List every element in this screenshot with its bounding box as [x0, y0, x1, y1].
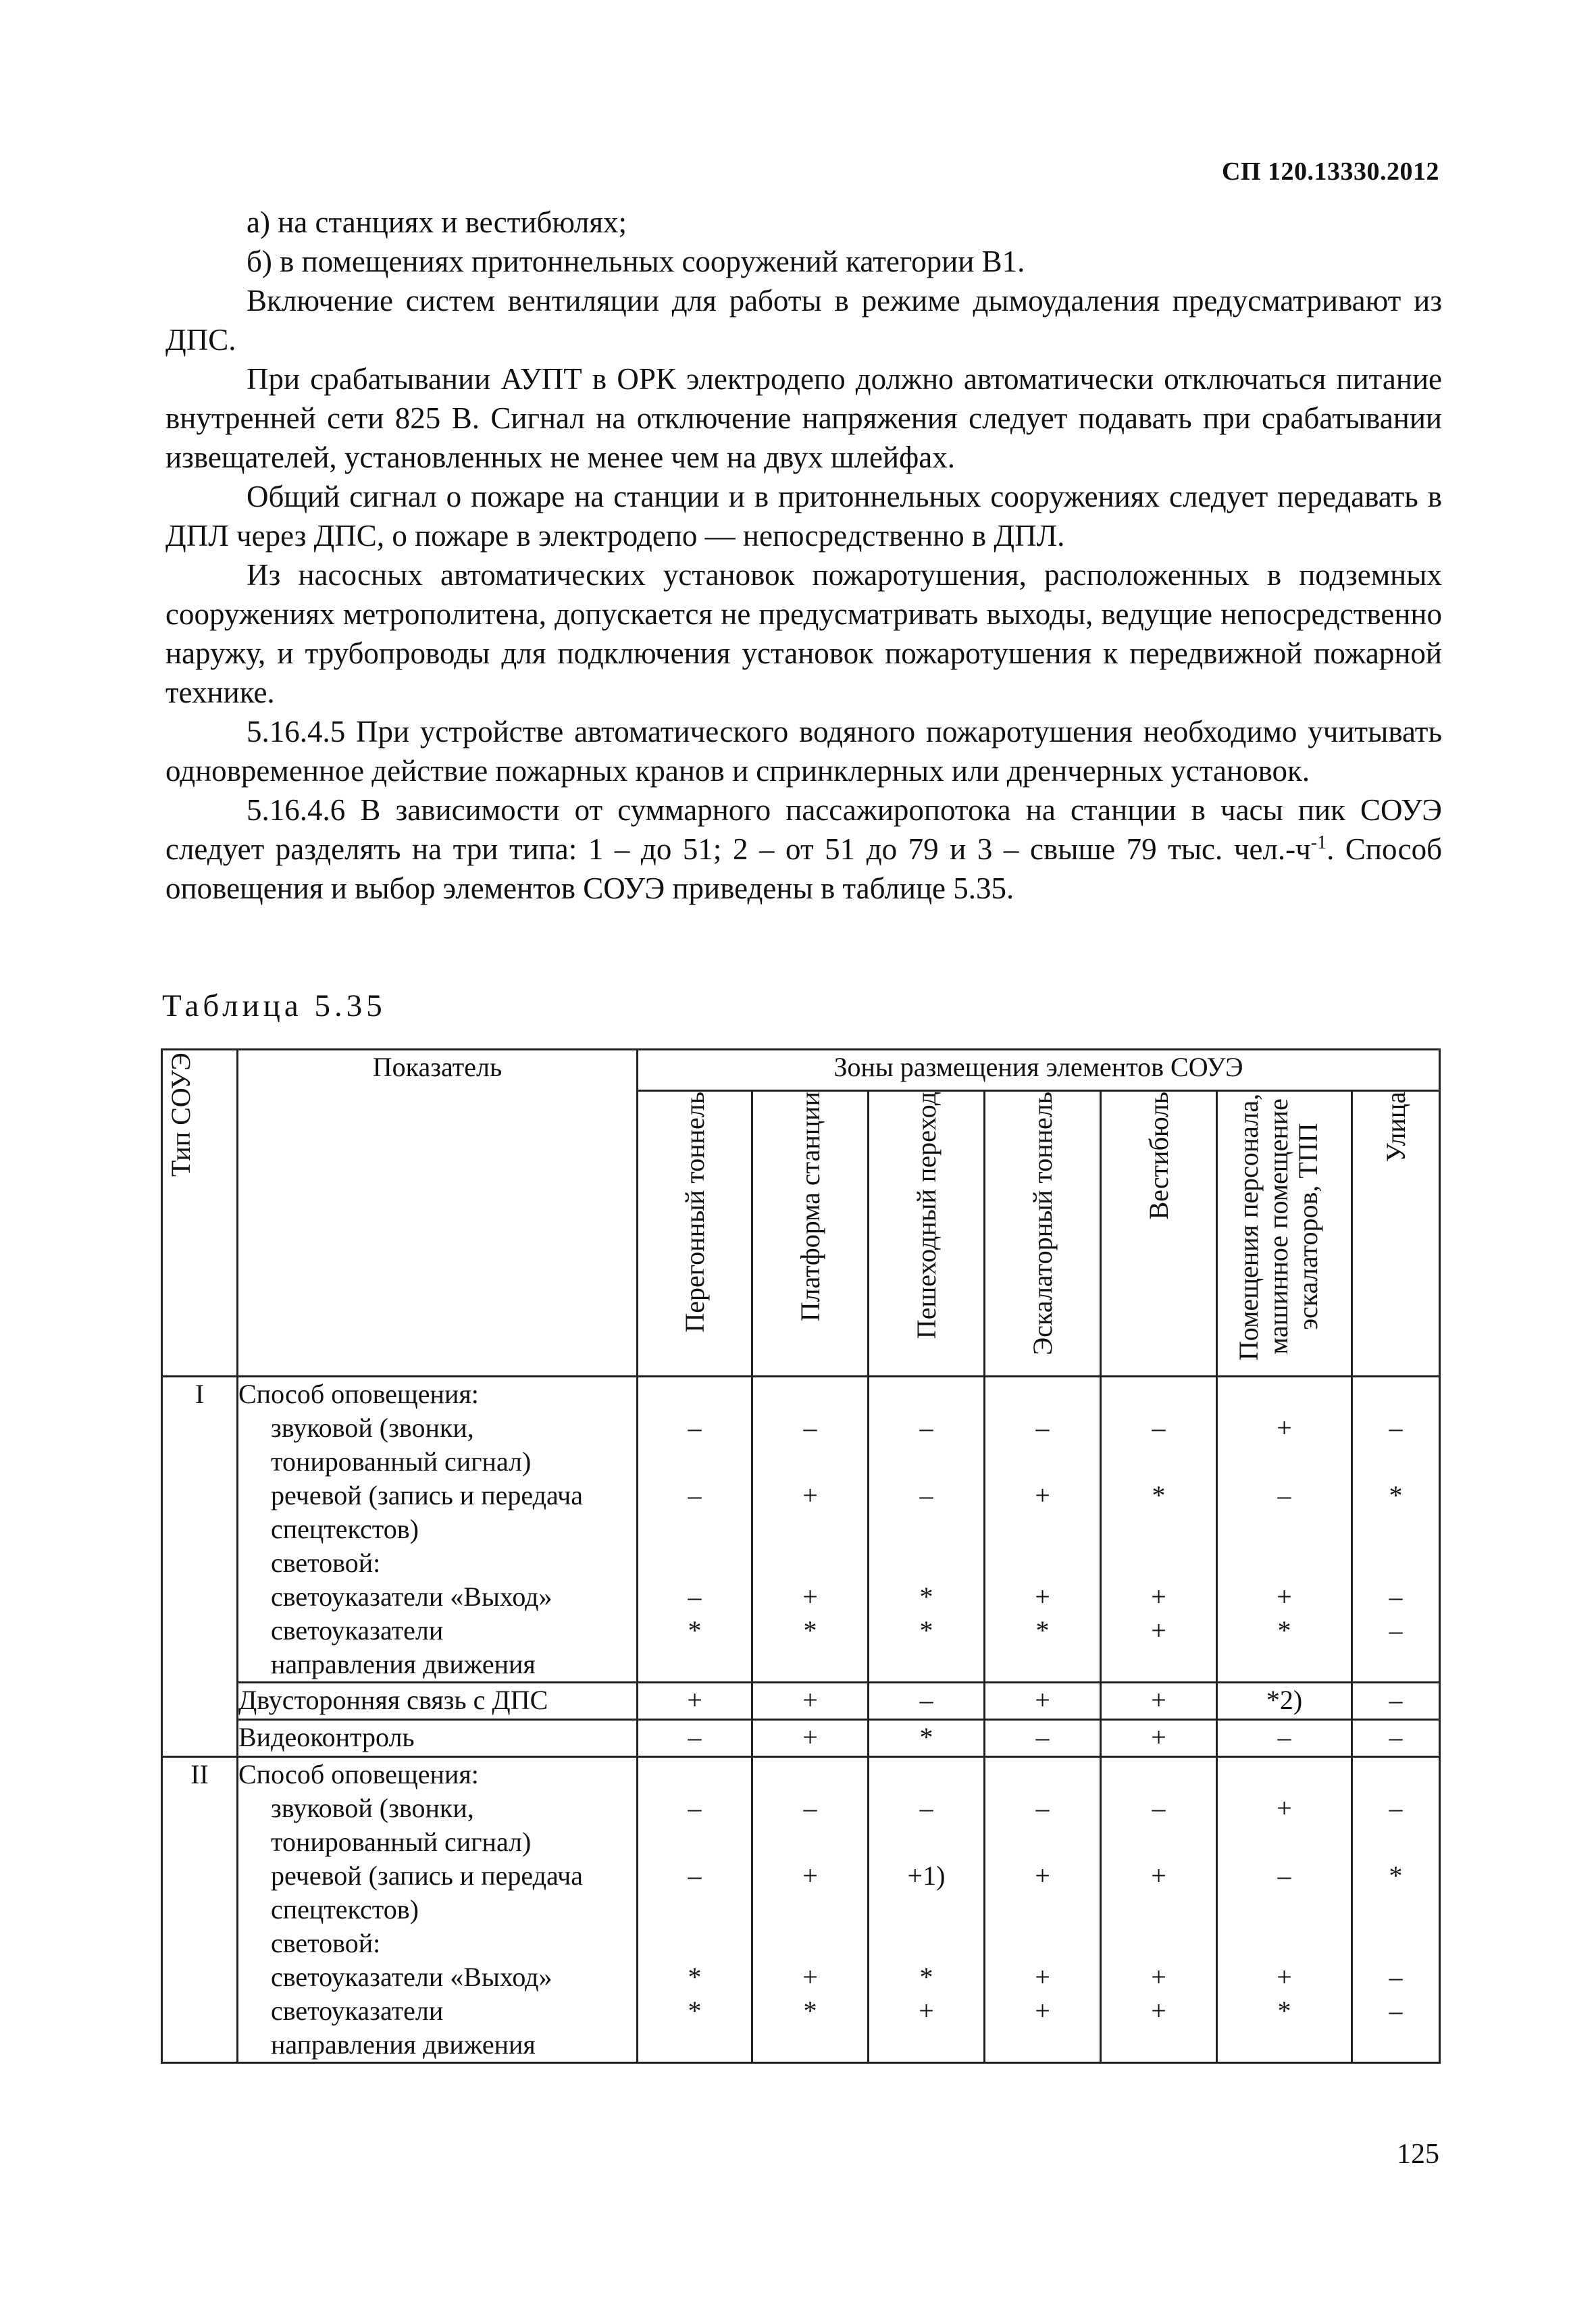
zone-value [985, 1445, 1100, 1479]
zone-value [638, 1445, 751, 1479]
indicator-line: спецтекстов) [271, 1514, 419, 1544]
zone-value: + [1035, 1581, 1050, 1612]
zone-value: * [869, 1720, 985, 1757]
zone-value: + [1277, 1413, 1292, 1443]
zone-value [1218, 1927, 1351, 1960]
zone-header [638, 1091, 752, 1377]
zone-value [753, 1513, 867, 1546]
zone-value: * [919, 1581, 933, 1612]
indicator-cell: Двусторонняя связь с ДПС [238, 1683, 638, 1720]
zone-value: – [1352, 1683, 1440, 1720]
indicator-line: Способ оповещения: [238, 1379, 479, 1409]
zone-value [1102, 2028, 1216, 2062]
paragraph: 5.16.4.5 При устройстве автоматического водяного пожаротушения необходимо учитывать одновременное действие пожарных кранов и спринклерных или дренчерных установок. [165, 715, 1442, 788]
zone-value [753, 1445, 867, 1479]
zone-value [753, 1893, 867, 1927]
paragraph-with-superscript [165, 790, 1442, 908]
zone-value-cell [1101, 1757, 1217, 2063]
document-code: СП 120.13330.2012 [1222, 157, 1439, 186]
zone-value: + [1101, 1720, 1217, 1757]
zone-value: + [1035, 1860, 1050, 1891]
indicator-line: звуковой (звонки, [271, 1413, 474, 1443]
zone-value-cell [1352, 1377, 1440, 1683]
zone-value: – [688, 1793, 702, 1823]
zone-value-cell [1101, 1377, 1217, 1683]
zone-value: – [803, 1413, 817, 1443]
zone-value [638, 1927, 751, 1960]
zone-value-cell [869, 1377, 985, 1683]
zone-value [1218, 1377, 1351, 1411]
zone-header-label: Пешеходный переход [910, 1092, 942, 1340]
zone-value: + [752, 1683, 869, 1720]
zone-header-label: Помещения персонала, машинное помещение эскалаторов, ТПП [1233, 1093, 1323, 1361]
zone-value: + [1035, 1962, 1050, 1992]
header-type-label: Тип СОУЭ [165, 1052, 196, 1177]
zone-value [985, 1758, 1100, 1791]
zone-value [985, 1927, 1100, 1960]
zone-value: + [638, 1683, 752, 1720]
zone-value [1353, 1445, 1439, 1479]
zone-value [1218, 1893, 1351, 1927]
zone-value [869, 1377, 983, 1411]
zone-value [1102, 1513, 1216, 1546]
soue-type-cell: II [162, 1757, 238, 2063]
superscript: -1 [1310, 832, 1327, 853]
zone-value [753, 2028, 867, 2062]
zone-value: – [803, 1793, 817, 1823]
zone-value: – [1389, 1962, 1403, 1992]
zone-header [985, 1091, 1101, 1377]
paragraph: Из насосных автоматических установок пожаротушения, расположенных в подземных сооружениях метрополитена, допускается не предусматривать выходы, ведущие непосредственно наружу, и трубопроводы для подключения установок пожаротушения к передвижной пожарной технике. [165, 558, 1442, 709]
paragraph-text: 5.16.4.6 В зависимости от суммарного пассажиропотока на станции в часы пик СОУЭ следует разделять на три типа: 1 – до 51; 2 – от 51 до 79 и 3 – свыше 79 тыс. чел.-ч [165, 793, 1442, 866]
zone-value [869, 1825, 983, 1859]
table-row-two-way [162, 1683, 1440, 1720]
zone-value: * [919, 1962, 933, 1992]
zone-value [1102, 1893, 1216, 1927]
zone-value: – [638, 1720, 752, 1757]
zone-value [1102, 1927, 1216, 1960]
zone-value: * [1035, 1615, 1050, 1646]
zone-value: + [1151, 1962, 1166, 1992]
zone-value: – [1035, 1793, 1050, 1823]
zone-value [638, 1758, 751, 1791]
header-zones-title: Зоны размещения элементов СОУЭ [638, 1050, 1440, 1091]
zone-value: * [688, 1615, 702, 1646]
indicator-cell [238, 1377, 638, 1683]
zone-value: – [869, 1683, 985, 1720]
soue-table [161, 1048, 1441, 2064]
zone-header [869, 1091, 985, 1377]
zone-value [869, 1546, 983, 1580]
paragraph: Включение систем вентиляции для работы в режиме дымоудаления предусматривают из ДПС. [165, 284, 1442, 357]
zone-value: – [1389, 1793, 1403, 1823]
zone-value: – [1217, 1720, 1352, 1757]
zone-value [985, 1546, 1100, 1580]
zone-value: – [688, 1413, 702, 1443]
zone-value [638, 1893, 751, 1927]
zone-value [1353, 2028, 1439, 2062]
indicator-line: звуковой (звонки, [271, 1793, 474, 1823]
zone-value [638, 2028, 751, 2062]
table-caption: Таблица 5.35 [162, 988, 386, 1023]
zone-header-label: Улица [1380, 1092, 1411, 1163]
zone-value: – [1352, 1720, 1440, 1757]
zone-value: + [919, 1996, 934, 2026]
page-number: 125 [1397, 2139, 1439, 2170]
zone-value: – [1277, 1860, 1291, 1891]
paragraph: а) на станциях и вестибюлях; [247, 205, 627, 239]
indicator-line: светоуказатели «Выход» [271, 1581, 552, 1612]
zone-value [1102, 1648, 1216, 1681]
zone-value: + [1035, 1480, 1050, 1510]
zone-value: – [1389, 1581, 1403, 1612]
paragraph: б) в помещениях притоннельных сооружений категории В1. [247, 245, 1025, 278]
soue-type-cell: I [162, 1377, 238, 1757]
zone-value: + [1277, 1793, 1292, 1823]
zone-header [1101, 1091, 1217, 1377]
indicator-line: светоуказатели «Выход» [271, 1962, 552, 1992]
zone-value [1102, 1825, 1216, 1859]
zone-value [753, 1648, 867, 1681]
zone-value [1218, 1513, 1351, 1546]
zone-value [869, 1445, 983, 1479]
zone-value: + [802, 1480, 818, 1510]
zone-value: – [1389, 1413, 1403, 1443]
zone-value [638, 1377, 751, 1411]
indicator-line: речевой (запись и передача [271, 1860, 583, 1891]
zone-value: * [1277, 1996, 1291, 2026]
zone-value [753, 1546, 867, 1580]
zone-value [753, 1927, 867, 1960]
zone-value: + [985, 1683, 1101, 1720]
indicator-cell [238, 1757, 638, 2063]
zone-value [1353, 1825, 1439, 1859]
zone-value: + [802, 1860, 818, 1891]
zone-value [638, 1648, 751, 1681]
zone-header-label: Платформа станции [794, 1092, 825, 1322]
zone-value-cell [1217, 1757, 1352, 2063]
zone-header-label: Вестибюль [1143, 1092, 1174, 1220]
zone-value [638, 1546, 751, 1580]
indicator-line: спецтекстов) [271, 1894, 419, 1925]
zone-value: * [919, 1615, 933, 1646]
header-type [162, 1050, 238, 1377]
zone-value: * [803, 1615, 817, 1646]
zone-value [869, 1927, 983, 1960]
zone-value-cell [752, 1757, 869, 2063]
zone-value: + [1035, 1996, 1050, 2026]
header-indicator: Показатель [238, 1050, 638, 1377]
zone-header-label: Перегонный тоннель [679, 1092, 710, 1333]
zone-value: + [752, 1720, 869, 1757]
indicator-line: светоуказатели [271, 1615, 444, 1646]
zone-value [1218, 1758, 1351, 1791]
zone-header [1217, 1091, 1352, 1377]
zone-value: – [919, 1413, 933, 1443]
zone-value [869, 1758, 983, 1791]
zone-value [1353, 1927, 1439, 1960]
zone-value [1102, 1445, 1216, 1479]
zone-value: + [1101, 1683, 1217, 1720]
indicator-line: световой: [271, 1928, 381, 1958]
zone-value [869, 1893, 983, 1927]
zone-value: + [1277, 1962, 1292, 1992]
zone-value [753, 1377, 867, 1411]
indicator-line: Способ оповещения: [238, 1759, 479, 1789]
zone-value: – [688, 1480, 702, 1510]
zone-value [1102, 1377, 1216, 1411]
zone-value: * [1152, 1480, 1166, 1510]
indicator-line: светоуказатели [271, 1996, 444, 2026]
paragraph: Общий сигнал о пожаре на станции и в притоннельных сооружениях следует передавать в ДПЛ через ДПС, о пожаре в электродепо — непосредственно в ДПЛ. [165, 480, 1442, 553]
zone-value [985, 2028, 1100, 2062]
zone-value-cell [985, 1757, 1101, 2063]
zone-value [1353, 1648, 1439, 1681]
zone-value [1218, 1825, 1351, 1859]
zone-value [985, 1893, 1100, 1927]
zone-value [1102, 1758, 1216, 1791]
zone-value [1353, 1758, 1439, 1791]
zone-value [869, 1513, 983, 1546]
zone-value-cell [638, 1377, 752, 1683]
zone-value: – [1277, 1480, 1291, 1510]
indicator-cell: Видеоконтроль [238, 1720, 638, 1757]
zone-value [753, 1825, 867, 1859]
zone-value [985, 1377, 1100, 1411]
indicator-line: тонированный сигнал) [271, 1446, 532, 1477]
zone-header [752, 1091, 869, 1377]
zone-header-label: Эскалаторный тоннель [1027, 1092, 1058, 1356]
indicator-line: тонированный сигнал) [271, 1827, 532, 1857]
indicator-line: речевой (запись и передача [271, 1480, 583, 1510]
zone-value [985, 1825, 1100, 1859]
zone-value: * [803, 1996, 817, 2026]
zone-value [1218, 2028, 1351, 2062]
table-row [162, 1757, 1440, 2063]
zone-value-cell [985, 1377, 1101, 1683]
zone-value: * [1277, 1615, 1291, 1646]
zone-value: – [919, 1793, 933, 1823]
zone-value [1218, 1445, 1351, 1479]
zone-value: – [688, 1581, 702, 1612]
zone-value: * [688, 1962, 702, 1992]
zone-value-cell [752, 1377, 869, 1683]
zone-value [1218, 1648, 1351, 1681]
zone-value [1218, 1546, 1351, 1580]
zone-value [1353, 1513, 1439, 1546]
zone-value [1353, 1377, 1439, 1411]
zone-value: + [1151, 1996, 1166, 2026]
zone-value-cell [1352, 1757, 1440, 2063]
zone-value: – [985, 1720, 1101, 1757]
zone-value [638, 1513, 751, 1546]
paragraph: При срабатывании АУПТ в ОРК электродепо должно автоматически отключаться питание внутренней сети 825 В. Сигнал на отключение напряжения следует подавать при срабатывании извещателей, установленных не менее чем на двух шлейфах. [165, 362, 1442, 474]
zone-value [985, 1513, 1100, 1546]
table-row [162, 1377, 1440, 1683]
zone-value [985, 1648, 1100, 1681]
zone-value [1353, 1546, 1439, 1580]
body-text [165, 203, 1442, 908]
zone-value: – [1152, 1413, 1166, 1443]
zone-value: + [1277, 1581, 1292, 1612]
zone-value: *2) [1217, 1683, 1352, 1720]
paragraph-text: . Способ оповещения и выбор элементов СОУЭ приведены в таблице 5.35. [165, 832, 1442, 905]
zone-value: – [1152, 1793, 1166, 1823]
zone-value [1353, 1893, 1439, 1927]
zone-value: – [1389, 1615, 1403, 1646]
zone-value: – [919, 1480, 933, 1510]
indicator-line: направления движения [271, 2029, 536, 2060]
zone-value: + [1151, 1615, 1166, 1646]
zone-value [753, 1758, 867, 1791]
zone-value: * [1389, 1480, 1403, 1510]
zone-value: + [1151, 1581, 1166, 1612]
table-row-video [162, 1720, 1440, 1757]
zone-value: + [802, 1581, 818, 1612]
zone-value [869, 2028, 983, 2062]
zone-value [1102, 1546, 1216, 1580]
zone-value [869, 1648, 983, 1681]
zone-value: – [1389, 1996, 1403, 2026]
zone-value: * [688, 1996, 702, 2026]
zone-header [1352, 1091, 1440, 1377]
zone-value [638, 1825, 751, 1859]
zone-value-cell [1217, 1377, 1352, 1683]
zone-value-cell [869, 1757, 985, 2063]
zone-value: +1) [907, 1860, 946, 1891]
zone-value-cell [638, 1757, 752, 2063]
indicator-line: световой: [271, 1548, 381, 1578]
zone-value: * [1389, 1860, 1403, 1891]
zone-value: – [1035, 1413, 1050, 1443]
zone-value: + [802, 1962, 818, 1992]
zone-value: – [688, 1860, 702, 1891]
indicator-line: направления движения [271, 1649, 536, 1679]
zone-value: + [1151, 1860, 1166, 1891]
